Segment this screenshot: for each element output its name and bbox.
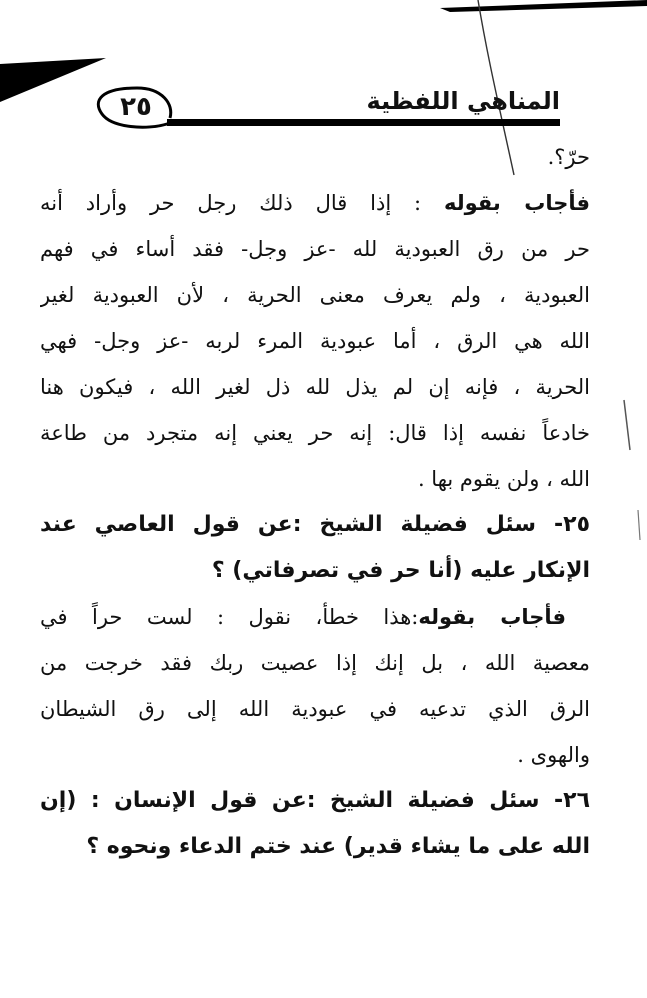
page-number: ٢٥ — [120, 92, 152, 122]
answer-line: الله ، ولن يقوم بها . — [417, 467, 590, 491]
answer-first-line-text: : إذا قال ذلك رجل حر وأراد أنه — [40, 191, 444, 215]
answer-lead: فأجاب بقوله — [443, 191, 590, 215]
answer-line: حر من رق العبودية لله -عز وجل- فقد أساء في فهم — [40, 237, 590, 261]
scan-margin-specks — [610, 390, 647, 550]
question-25-line: ٢٥- سئل فضيلة الشيخ :عن قول العاصي عند — [40, 512, 590, 537]
question-25-line: الإنكار عليه (أنا حر في تصرفاتي) ؟ — [211, 558, 590, 583]
answer-25-first-line — [40, 594, 590, 640]
page-header — [92, 86, 562, 134]
question-26-line: الله على ما يشاء قدير) عند ختم الدعاء ونحوه ؟ — [86, 834, 590, 859]
answer-line: خادعاً نفسه إذا قال: إنه حر يعني إنه متجرد من طاعة — [40, 421, 590, 445]
page-body — [40, 134, 590, 870]
answer-line: الحرية ، فإنه إن لم يذل لله ذل لغير الله ، فيكون هنا — [40, 375, 590, 399]
answer-25-lead: فأجاب بقوله — [418, 605, 566, 629]
question-26-line: ٢٦- سئل فضيلة الشيخ :عن قول الإنسان : (إن — [40, 788, 590, 813]
answer-25-first-line-text: :هذا خطأ، نقول : لست حراً في — [40, 605, 419, 629]
answer-line: الله هي الرق ، أما عبودية المرء لربه -عز وجل- فهي — [40, 329, 590, 353]
scan-top-edge-mark — [430, 0, 647, 20]
answer-line: العبودية ، ولم يعرف معنى الحرية ، لأن العبودية لغير — [40, 283, 590, 307]
answer-25-line: والهوى . — [517, 743, 590, 767]
answer-25-line: الرق الذي تدعيه في عبودية الله إلى رق الشيطان — [40, 697, 590, 721]
answer-25-line: معصية الله ، بل إنك إذا عصيت ربك فقد خرجت من — [40, 651, 590, 675]
running-title: المناهي اللفظية — [366, 87, 560, 115]
continuation-line: حرّ؟. — [547, 145, 590, 169]
answer-first-line — [40, 180, 590, 226]
